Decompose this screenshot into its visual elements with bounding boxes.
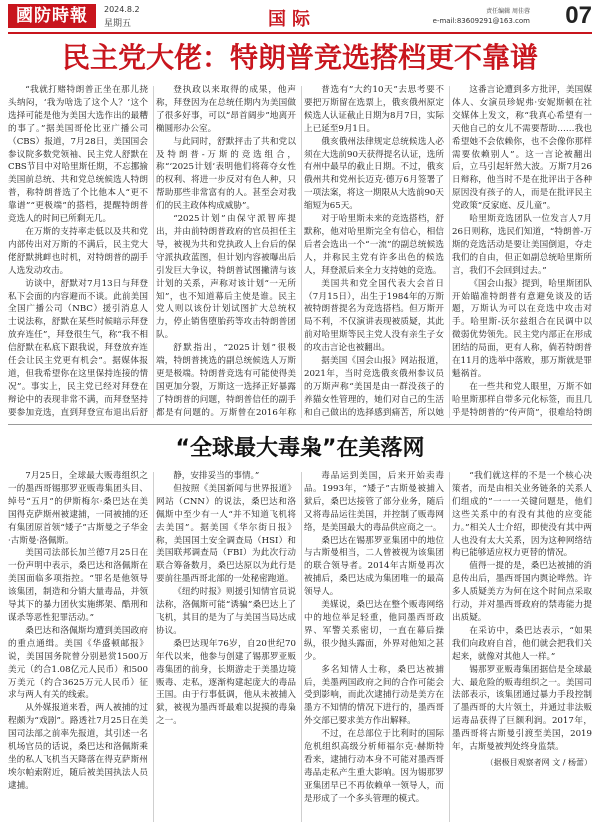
paragraph: 美国共和党全国代表大会首日（7月15日），出生于1984年的万斯被特朗普提名为竞选搭档。但万斯开局不利，不仅演讲表现被质疑，其此前对哈里斯等民主党人没有亲生子女的攻击言论也被翻出。 [304,278,444,354]
section-title: 国际 [268,9,316,30]
issue-date: 2024.8.2 [104,5,140,14]
editor-credit: 责任编辑 周佳蓉 [486,8,530,15]
contact-email: e-mail:83609291@163.com [432,17,530,25]
paragraph: 《纽约时报》则援引知情官员说法称，洛佩斯可能“诱骗”桑巴达上了飞机，其目的是为了与美国当局达成协议。 [156,587,296,636]
paragraph: “我就打赌特朗普正坐在那儿挠头纳闷，‘我为啥选了这个人？’这个选择可能是他为美国大选作出的最糟的事了。”据美国哥伦比亚广播公司（CBS）报道，7月28日，美国国会参议院多数党领袖、民主党人舒默在CBS节目中对哈里斯任期，不忘挪揄美国前总统、共和党总统候选人特朗普，称特朗普选了个比他本人“更不靠谱”“更极端”的搭档，提醒特朗普竞选人的时间已所剩无几。 [8,85,148,225]
paragraph: 在采访中，桑巴达表示，“如果我们向政府自首，他们就会把我们关起来，就像对其他人一样。” [452,625,592,662]
article1-body [8,84,592,420]
paragraph: “2025计划”由保守派智库提出，并由前特朗普政府的官员担任主导，被视为共和党执政人上台后的保守派执政蓝图，但计划内容被曝出后引发巨大争议，特朗普试图撇清与该计划的关系，声称对该计划“一无所知”，也不知道幕后主使是谁。民主党人则以该份计划试图扩大总统权力，停止销售堕胎药等攻击特朗普团队。 [156,214,296,341]
paragraph: 对于哈里斯未来的竞选搭档，舒默称，他对哈里斯完全有信心，相信后者会选出一个“一流”的副总统候选人，并称民主党有许多出色的候选人，拜登派后来全力支持她的竞选。 [304,214,444,276]
article1-column [452,84,592,420]
paragraph: 访谈中，舒默对7月13日与拜登私下会面的内容避而不谈。此前美国全国广播公司（NBC）援引消息人士说法称，舒默在某些时候暗示拜登放弃连任”，拜登很生气，称“我不相信舒默在私底下跟我说，拜登放弃连任会让民主党更有机会”。据媒体报道，但我希望你在这里保持连接的情况”。事实上，民主党已经对拜登在辩论中的表现非常不满，而拜登坚持要参加竞选，直到拜登宣布退出后舒 [8,278,148,418]
paragraph: 毒品运到美国，后来开始卖毒品。1993年，“矮子”古斯曼被捕入狱后，桑巴达接管了部分业务，随后又将毒品运往美国，并控制了贩毒网络，是美国最大的毒品供应商之一。 [304,471,444,533]
paragraph: 这番言论遭到多方批评，美国媒体人、女演员珍妮弗·安妮斯顿在社交媒体上发文，称“我真心希望有一天他自己的女儿不需要帮助……我也希望她不会依赖你，也不会像你那样需要依赖别人”。这一言论被翻出后，立马引起轩然大波。万斯7月26日辩称，他当时不是在批评出于各种原因没有孩子的人，而是在批评民主党政策“反家庭、反儿童”。 [452,85,592,212]
masthead [8,4,592,34]
paragraph: 不过，在总部位于比利时的国际危机组织高级分析师福尔克·赫斯特看来，逮捕行动本身不可能对墨西哥毒品走私产生重大影响。因为锡那罗亚集团早已不再依赖单一领导人，而是形成了一个多头管理的模式。 [304,729,444,804]
article1-column [8,84,148,420]
article2-body [8,470,592,824]
paragraph: 7月25日，全球最大贩毒组织之一的墨西哥锡那罗亚贩毒集团头目、绰号“五月”的伊斯梅尔·桑巴达在美国得克萨斯州被逮捕，一同被捕的还有集团原首领“矮子”古斯曼之子华金·古斯曼·洛佩斯。 [8,471,148,546]
paragraph: 舒默指出，“2025计划”很极端，特朗普挑选的副总统候选人万斯更是极端。特朗普竞选有可能使得美国更加分裂，万斯这一选择正好暴露了特朗普的问题，特朗普信任的副手都是有问题的。万斯曾在2016年称 [156,343,296,418]
article2-column [8,470,148,824]
paragraph: 桑巴达现年76岁，自20世纪70年代以来，他参与创建了锡那罗亚贩毒集团的前身，长期游走于美墨边境贩毒、走私，逐渐构建起庞大的毒品王国。由于行事低调，他从未被捕入狱，被视为墨西哥最难以捉摸的毒枭之一。 [156,638,296,727]
paragraph: “我们就这样的不是一个核心决策者，而是由相关业务链条的关系人们组成的”一一一关键问题是，他们这些关系中的有没有其他的应变能力。”相关人士介绍，即使没有其中两人也没有太大关系，因为这种网络结构已能够适应权力更替的情况。 [452,471,592,559]
article2-column [304,470,444,824]
paragraph: 俄亥俄州法律规定总统候选人必须在大选前90天获得提名认证，选所有州中最早的截止日期。不过，俄亥俄州共和党州长迈克·德万6月签署了一项法案，将这一期限从大选前90天缩短为65天。 [304,136,444,212]
paragraph: 美媒说，桑巴达在整个贩毒网络中的地位举足轻重，他同墨西哥政界、军警关系密切，一直在幕后操纵，很少抛头露面，外界对他知之甚少。 [304,600,444,662]
paragraph: 桑巴达在锡那罗亚集团中的地位与古斯曼相当，二人曾被视为该集团的联合领导者。2014年古斯曼再次被捕后，桑巴达成为集团唯一的最高领导人。 [304,535,444,598]
article2-column [156,470,296,824]
paragraph: 锡那罗亚贩毒集团据信是全球最大、最危险的贩毒组织之一。美国司法部表示，该集团通过暴力手段控制了墨西哥的大片领土，并通过非法贩运毒品获得了巨额利润。2017年，墨西哥将古斯曼引渡至美国，2019年，古斯曼被判处终身监禁。 [452,664,592,753]
article1-column [156,84,296,420]
issue-weekday: 星期五 [104,19,132,29]
paragraph: 在万斯的支持率走低以及共和党内部传出对万斯的不满后，民主党大佬舒默挑衅也时机，对特朗普的副手人选发动攻击。 [8,226,148,276]
article1-column [304,84,444,420]
paragraph: 据美国《国会山报》网站报道，2021年，当时竞选俄亥俄州参议员的万斯声称“美国是由一群没孩子的养猫女性管理的，她们对自己的生活和自己做出的选择感到痛苦，所以她 [304,356,444,418]
section-divider [8,424,592,425]
paragraph: 静，安排妥当的事情。” [173,471,260,481]
article1-headline: 民主党大佬：特朗普竞选搭档更不靠谱 [61,41,538,74]
paragraph: 《国会山报》提到，哈里斯团队开始瞄准特朗普有意避免谈及的话题，万斯认为可以在竞选中攻击对手。哈里斯-沃尔兹组合在民调中以微弱优势领先。民主党内部正在形成团结的局面，更有人称，倘若特朗普在11月的选举中落败，那万斯就是罪魁祸首。 [452,278,592,379]
paragraph: 多名知情人士称，桑巴达被捕后，美墨两国政府之间的合作可能会受到影响，而此次逮捕行动是美方在墨方不知情的情况下进行的，墨西哥外交部已要求美方作出解释。 [304,664,444,727]
paragraph: 哈里斯竞选团队一位发言人7月26日则称，选民们知道，“特朗普-万斯的竞选活动是要让美国倒退，夺走我们的自由，但正如副总统哈里斯所言，我们不会回到过去。” [452,214,592,276]
paragraph: 但按照《美国新闻与世界报道》网站（CNN）的说法，桑巴达和洛佩斯中至少有一人“并不知道飞机将去美国”。据美国《华尔街日报》称，美国国土安全调查局（HSI）和美国联邦调查局（FBI）为此次行动联合筹备数月，桑巴达原以为此行是要前往墨西哥北部的一处秘密跑道。 [156,483,296,585]
paragraph: 普选有”大约10天”去思考要不要把万斯留在选票上，俄亥俄州原定候选人认证截止日期为8月7日，实际上已延至9月1日。 [304,85,444,134]
page-number: 07 [565,2,592,29]
article2-headline: “全球最大毒枭”在美落网 [175,436,425,461]
paragraph: 在一些共和党人眼里，万斯不如哈里斯那样自带多元化标签，而且几乎是特朗普的“传声筒”，很难给特朗 [452,381,592,418]
article2-column [452,470,592,824]
paragraph: 值得一提的是，桑巴达被捕的消息传出后，墨西哥国内舆论哗然。许多人质疑美方为何在这个时间点采取行动，并对墨西哥政府的禁毒能力提出质疑。 [452,561,592,623]
paragraph: 桑巴达和洛佩斯均遭到美国政府的重点通缉。美国《华盛顿邮报》说，美国国务院曾分别悬赏1500万美元（约合1.08亿元人民币）和500万美元（约合3625万元人民币）征求与两人有关的线索。 [8,625,148,701]
newspaper-logo: 國防時報 [8,4,96,28]
paragraph: 美国司法部长加兰德7月25日在一份声明中表示，桑巴达和洛佩斯在美国面临多项指控。“罪名是他领导该集团，制造和分销大量毒品，并领导其下的暴力团伙实施绑架、酷刑和谋杀等恶性犯罪活动。” [8,548,148,623]
paragraph: 从外媒报道来看，两人被捕的过程颇为“戏剧”。路透社7月25日在美国司法部之前率先报道，其引述一名机场官员的话说，桑巴达和洛佩斯乘坐的私人飞机当天降落在得克萨斯州埃尔帕索附近，随后被美国执法人员逮捕。 [8,703,148,791]
paragraph: 登执政以来取得的成果，他声称，拜登因为在总统任期内为美国做了很多好事，可以“昂首阔步”地离开椭圆形办公室。 [156,85,296,134]
article-signature: （据极目观察者网 文 / 杨蕾） [485,757,592,767]
paragraph: 与此同时，舒默抨击了共和党以及特朗普-万斯的竞选组合，称“‘2025计划’表明他们将蒋夺女性的权利、将进一步反对有色人种，只帮助那些非常富有的人。甚至会对我们的民主政体构成威胁”。 [156,136,296,212]
